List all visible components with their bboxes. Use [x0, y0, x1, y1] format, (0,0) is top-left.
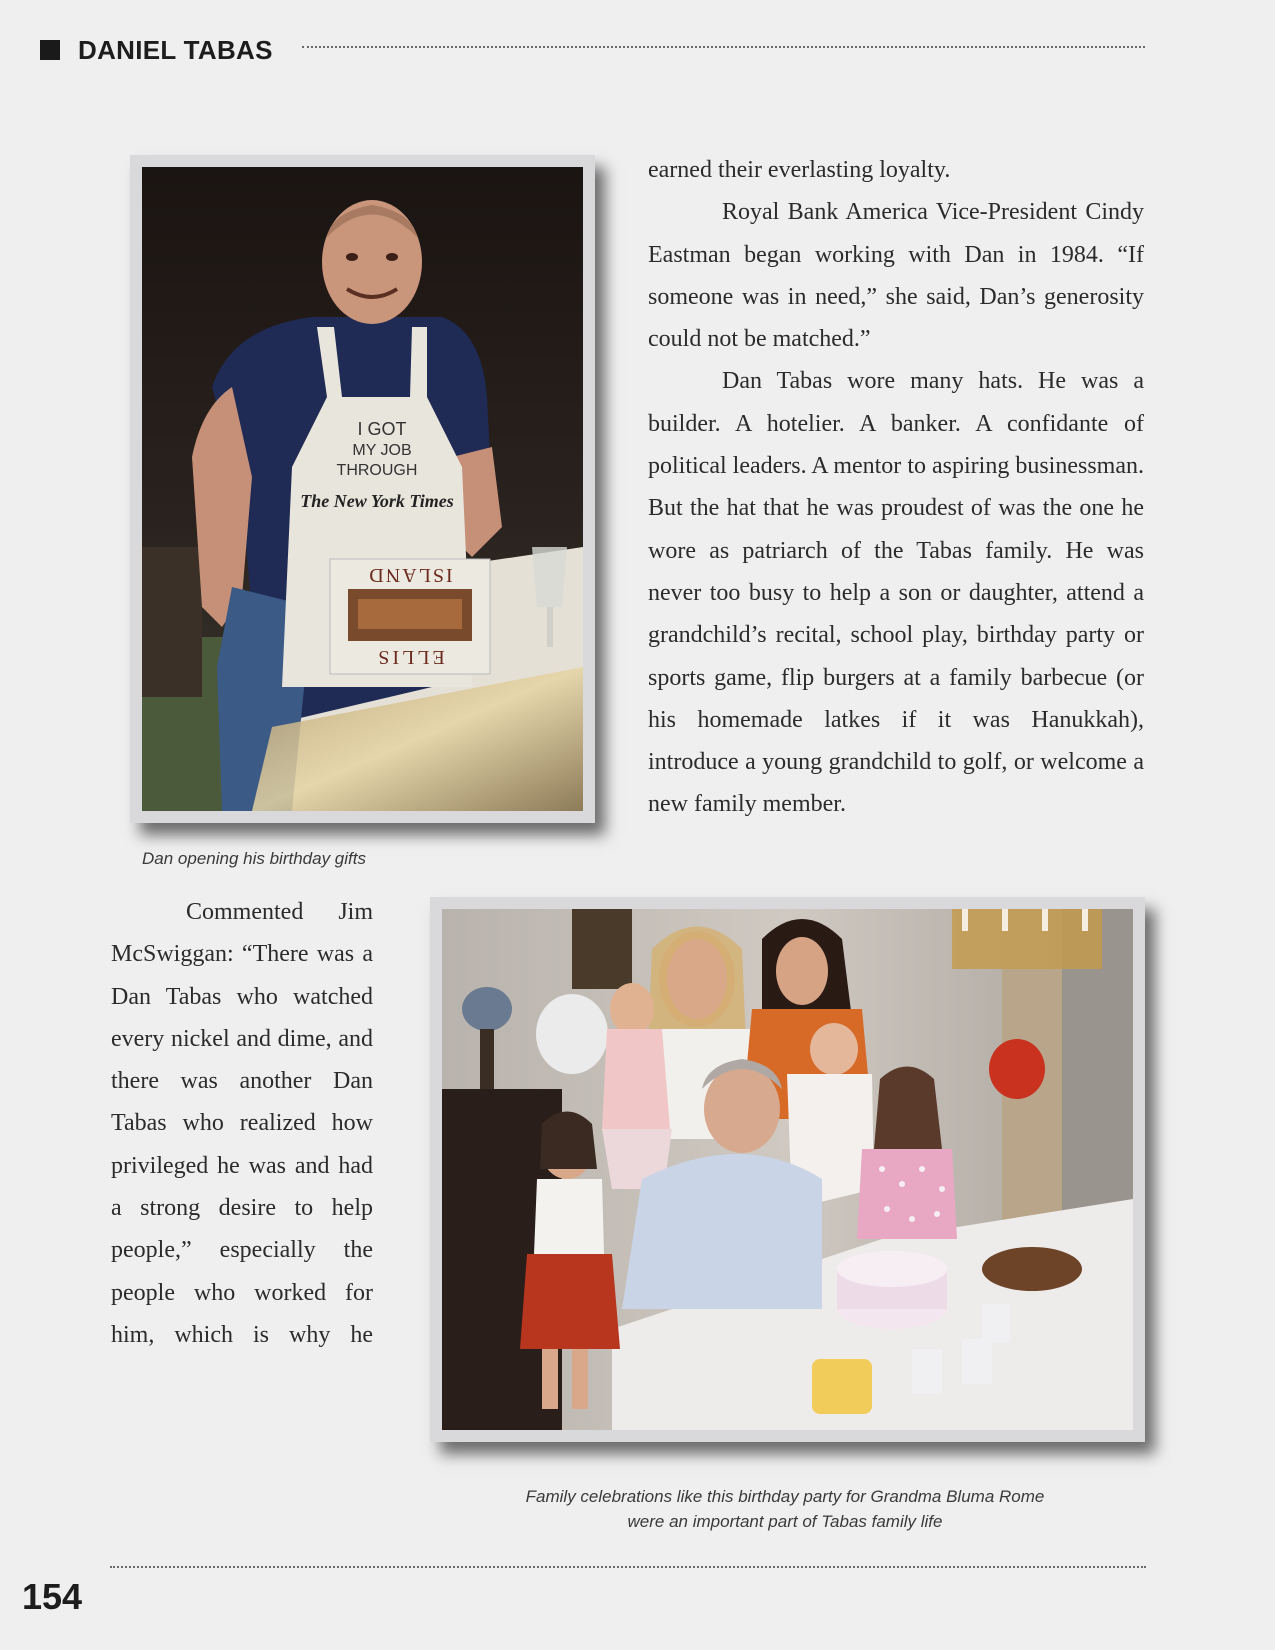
photo-dan-birthday-gifts-image [142, 167, 583, 811]
article-right-column [648, 149, 1144, 826]
apron-text-2: MY JOB [352, 442, 412, 459]
paragraph: Dan Tabas wore many hats. He was a builder. A hotelier. A banker. A confidante of political leaders. A mentor to aspiring businessman. But the hat that he was proudest of was the one he wore as patriarch of the Tabas family. He was never too busy to help a son or daughter, attend a grandchild’s recital, school play, birthday party or sports game, flip burgers at a family barbecue (or his homemade latkes if it was Hanukkah), introduce a young grandchild to golf, or welcome a new family member. [648, 368, 1144, 818]
apron-text-4: The New York Times [300, 491, 454, 511]
running-header [40, 34, 1145, 66]
caption-line: Family celebrations like this birthday party for Grandma Bluma Rome [525, 1487, 1045, 1506]
caption-family-birthday-party [470, 1484, 1100, 1534]
paragraph: Commented Jim McSwiggan: “There was a Dan Tabas who watched every nickel and dime, and there was another Dan Tabas who realized how privileged he was and had a strong desire to help people,” especially the people who worked for him, which is why he [111, 899, 373, 1348]
header-square-marker [40, 40, 60, 60]
apron-text-1: I GOT [357, 419, 407, 439]
caption-line: were an important part of Tabas family life [627, 1512, 943, 1531]
apron-text-3: THROUGH [336, 462, 418, 479]
caption-dan-birthday-gifts: Dan opening his birthday gifts [142, 849, 366, 868]
header-title: DANIEL TABAS [78, 35, 273, 65]
photo-family-birthday-party [430, 897, 1145, 1442]
book-title-bottom: ELLIS [375, 646, 445, 668]
page-number: 154 [22, 1576, 83, 1617]
article-left-column [111, 891, 373, 1356]
paragraph: Royal Bank America Vice-President Cindy Eastman began working with Dan in 1984. “If someone was in need,” she said, Dan’s generosity could not be matched.” [648, 199, 1144, 353]
photo-dan-birthday-gifts [130, 155, 595, 823]
photo-family-birthday-party-image [442, 909, 1133, 1430]
paragraph: earned their everlasting loyalty. [648, 157, 951, 183]
footer-dotted-rule [110, 1566, 1146, 1568]
book-title-top: ISLAND [367, 564, 453, 586]
header-dotted-rule [302, 46, 1145, 48]
